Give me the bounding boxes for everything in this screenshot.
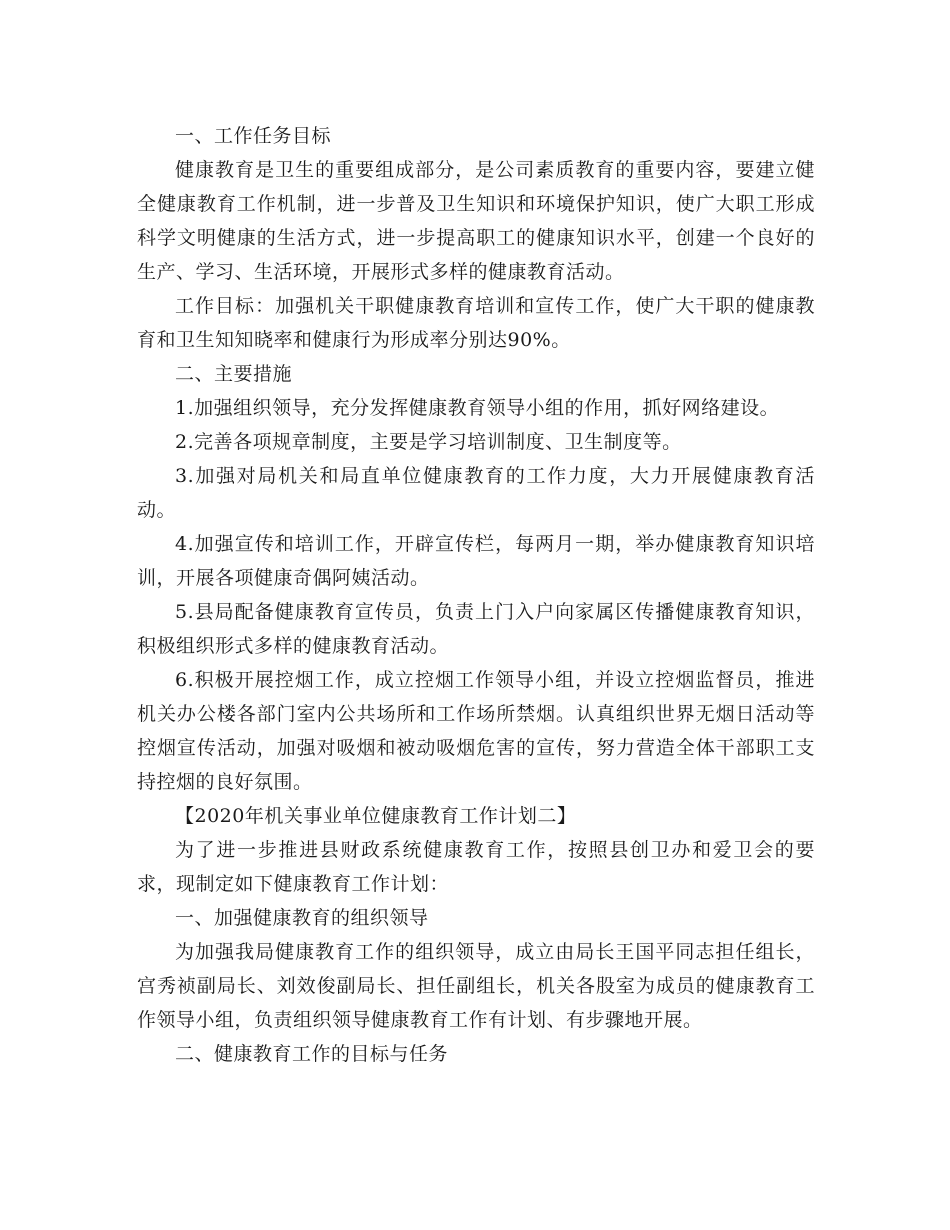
document-body	[137, 119, 815, 1071]
list-item: 1.加强组织领导，充分发挥健康教育领导小组的作用，抓好网络建设。	[175, 397, 780, 419]
list-item: 6.积极开展控烟工作，成立控烟工作领导小组，并设立控烟监督员，推进机关办公楼各部门室内公共场所和工作场所禁烟。认真组织世界无烟日活动等控烟宣传活动，加强对吸烟和被动吸烟危害的宣传，努力营造全体干部职工支持控烟的良好氛围。	[137, 669, 815, 793]
body-paragraph: 健康教育是卫生的重要组成部分，是公司素质教育的重要内容，要建立健全健康教育工作机制，进一步普及卫生知识和环境保护知识，使广大职工形成科学文明健康的生活方式，进一步提高职工的健康知识水平，创建一个良好的生产、学习、生活环境，开展形式多样的健康教育活动。	[137, 159, 815, 283]
list-item: 2.完善各项规章制度，主要是学习培训制度、卫生制度等。	[175, 431, 682, 453]
document-subtitle: 【2020年机关事业单位健康教育工作计划二】	[175, 805, 577, 827]
list-item: 5.县局配备健康教育宣传员，负责上门入户向家属区传播健康教育知识，积极组织形式多样的健康教育活动。	[137, 601, 815, 657]
body-paragraph: 为了进一步推进县财政系统健康教育工作，按照县创卫办和爱卫会的要求，现制定如下健康教育工作计划：	[137, 839, 815, 895]
list-item: 4.加强宣传和培训工作，开辟宣传栏，每两月一期，举办健康教育知识培训，开展各项健康奇偶阿姨活动。	[137, 533, 815, 589]
list-item: 3.加强对局机关和局直单位健康教育的工作力度，大力开展健康教育活动。	[137, 465, 815, 521]
body-paragraph: 工作目标：加强机关干职健康教育培训和宣传工作，使广大干职的健康教育和卫生知知晓率和健康行为形成率分别达90%。	[137, 295, 815, 351]
body-paragraph: 为加强我局健康教育工作的组织领导，成立由局长王国平同志担任组长，宫秀祯副局长、刘效俊副局长、担任副组长，机关各股室为成员的健康教育工作领导小组，负责组织领导健康教育工作有计划、有步骤地开展。	[137, 941, 815, 1031]
section-heading: 一、工作任务目标	[175, 125, 332, 147]
section-heading: 二、主要措施	[175, 363, 293, 385]
section-heading: 二、健康教育工作的目标与任务	[175, 1043, 449, 1065]
section-heading: 一、加强健康教育的组织领导	[175, 907, 429, 929]
